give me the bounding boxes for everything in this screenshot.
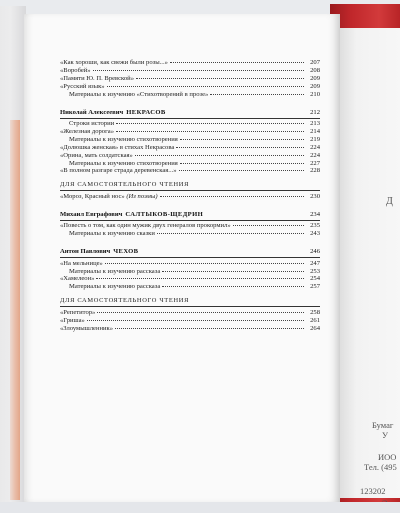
- author-heading-saltykov: [60, 211, 320, 219]
- toc-entry: [60, 75, 320, 83]
- toc-entry-page: 210: [310, 90, 320, 98]
- toc-entry-page: 209: [310, 74, 320, 82]
- toc-entry-title: Материалы к изучению сказки: [69, 230, 155, 238]
- author-first-name: Антон Павлович: [60, 248, 111, 256]
- toc-entry-note: (Из поэмы): [126, 192, 158, 200]
- toc-entry-page: 227: [310, 159, 320, 167]
- facing-page-text: У: [382, 430, 389, 440]
- section-heading-independent-reading: ДЛЯ САМОСТОЯТЕЛЬНОГО ЧТЕНИЯ: [60, 297, 190, 305]
- facing-page-text: Бумаг: [372, 420, 394, 430]
- toc-entry: [60, 91, 320, 99]
- toc-entry: [60, 136, 320, 144]
- toc-entry-page: 258: [310, 308, 320, 316]
- toc-entry: [60, 230, 320, 238]
- toc-entry-main: «Мороз, Красный нос»: [60, 192, 125, 200]
- toc-leader-dots: [157, 233, 304, 234]
- heading-rule: [60, 118, 320, 119]
- toc-entry-title: «Воробей»: [60, 66, 91, 74]
- toc-entry-page: 264: [310, 324, 320, 332]
- toc-entry: [60, 152, 320, 160]
- toc-leader-dots: [180, 139, 304, 140]
- toc-leader-dots: [176, 147, 304, 148]
- toc-entry-title: Материалы к изучению стихотворения: [69, 135, 178, 143]
- book-spine-edge: [10, 120, 20, 500]
- toc-leader-dots: [170, 62, 304, 63]
- toc-entry-page: 230: [310, 192, 320, 200]
- toc-entry-page: 213: [310, 120, 320, 128]
- toc-entry: [60, 160, 320, 168]
- toc-entry-title: «Репетитор»: [60, 308, 96, 316]
- toc-entry: [60, 67, 320, 75]
- toc-entry-page: 254: [310, 275, 320, 283]
- toc-leader-dots: [162, 271, 304, 272]
- toc-leader-dots: [135, 155, 304, 156]
- toc-entry-title: Материалы к изучению рассказа: [69, 267, 161, 275]
- heading-rule: [60, 190, 320, 191]
- toc-entry-page: 214: [310, 127, 320, 135]
- toc-leader-dots: [116, 131, 304, 132]
- toc-entry: [60, 222, 320, 230]
- facing-page-text: 123202: [360, 486, 386, 496]
- toc-entry-title: [60, 193, 158, 201]
- toc-entry-title: «Орина, мать солдатская»: [60, 151, 133, 159]
- heading-rule: [60, 257, 320, 258]
- toc-leader-dots: [105, 263, 304, 264]
- toc-entry-title: «Как хороши, как свежи были розы...»: [60, 59, 168, 66]
- toc-entry-title: «Железная дорога»: [60, 127, 115, 135]
- toc-entry-page: 243: [310, 230, 320, 238]
- toc-leader-dots: [233, 225, 304, 226]
- toc-entry-title: «Памяти Ю. П. Вревской»: [60, 74, 134, 82]
- toc-entry-page: 261: [310, 316, 320, 324]
- toc-entry-page: 207: [310, 59, 320, 66]
- toc-entry: [60, 120, 320, 128]
- author-heading-nekrasov: [60, 109, 320, 117]
- author-heading-chekhov: [60, 248, 320, 256]
- toc-group-turgenev: [60, 59, 320, 99]
- toc-entry-page: 224: [310, 143, 320, 151]
- facing-page-text: Тел. (495: [364, 462, 397, 472]
- toc-leader-dots: [160, 196, 304, 197]
- toc-entry-page: 208: [310, 66, 320, 74]
- toc-leader-dots: [96, 278, 304, 279]
- facing-page: [338, 28, 400, 498]
- author-surname: САЛТЫКОВ-ЩЕДРИН: [125, 210, 204, 218]
- toc-entry-title: «Гриша»: [60, 316, 85, 324]
- facing-page-text: ИОО: [378, 452, 397, 462]
- toc-entry-title: Материалы к изучению стихотворения: [69, 159, 178, 167]
- toc-entry-title: «Русский язык»: [60, 82, 105, 90]
- toc-entry-page: 219: [310, 135, 320, 143]
- toc-entry: [60, 83, 320, 91]
- toc-entry-title: Строки истории: [69, 120, 115, 128]
- toc-entry-title: «На мельнице»: [60, 259, 103, 267]
- toc-entry: [60, 59, 320, 67]
- toc-entry: [60, 193, 320, 201]
- toc-entry-page: 209: [310, 82, 320, 90]
- toc-entry-title: «Долюшка женская» в стихах Некрасова: [60, 143, 175, 151]
- toc-entry-page: 253: [310, 267, 320, 275]
- toc-leader-dots: [179, 170, 304, 171]
- toc-leader-dots: [93, 70, 304, 71]
- toc-leader-dots: [210, 94, 304, 95]
- toc-entry-title: «Хамелеон»: [60, 275, 95, 283]
- toc-leader-dots: [87, 320, 304, 321]
- toc-entry-page: 246: [310, 248, 320, 256]
- author-first-name: Николай Алексеевич: [60, 108, 124, 116]
- author-surname: ЧЕХОВ: [113, 248, 139, 256]
- toc-entry-page: 228: [310, 167, 320, 175]
- background-bottom: [0, 502, 400, 513]
- toc-entry-title: Материалы к изучению «Стихотворений в прозе»: [69, 90, 209, 98]
- toc-leader-dots: [136, 78, 304, 79]
- author-first-name: Михаил Евграфович: [60, 210, 123, 218]
- table-of-contents: [60, 59, 320, 332]
- toc-entry: [60, 283, 320, 291]
- toc-leader-dots: [115, 328, 304, 329]
- toc-leader-dots: [107, 86, 304, 87]
- toc-entry-page: 235: [310, 222, 320, 230]
- author-surname: НЕКРАСОВ: [126, 108, 166, 116]
- section-heading-independent-reading: ДЛЯ САМОСТОЯТЕЛЬНОГО ЧТЕНИЯ: [60, 181, 190, 189]
- heading-rule: [60, 220, 320, 221]
- toc-entry: [60, 268, 320, 276]
- toc-entry: [60, 325, 320, 333]
- toc-leader-dots: [97, 312, 304, 313]
- facing-page-text: Д: [386, 196, 393, 207]
- toc-leader-dots: [162, 286, 304, 287]
- toc-entry-title: «Повесть о том, как один мужик двух генералов прокормил»: [60, 222, 231, 230]
- toc-entry-title: Материалы к изучению рассказа: [69, 283, 161, 291]
- toc-entry-page: 212: [310, 108, 320, 116]
- toc-entry-title: «В полном разгаре страда деревенская...»: [60, 167, 177, 175]
- toc-entry: [60, 128, 320, 136]
- toc-entry: [60, 260, 320, 268]
- toc-entry-page: 257: [310, 283, 320, 291]
- toc-leader-dots: [116, 123, 304, 124]
- toc-entry-page: 234: [310, 210, 320, 218]
- toc-entry-title: «Злоумышленник»: [60, 324, 114, 332]
- toc-entry: [60, 309, 320, 317]
- toc-entry: [60, 275, 320, 283]
- heading-rule: [60, 306, 320, 307]
- toc-entry: [60, 167, 320, 175]
- toc-leader-dots: [180, 163, 304, 164]
- toc-entry: [60, 144, 320, 152]
- toc-entry-page: 224: [310, 151, 320, 159]
- toc-entry: [60, 317, 320, 325]
- toc-entry-page: 247: [310, 259, 320, 267]
